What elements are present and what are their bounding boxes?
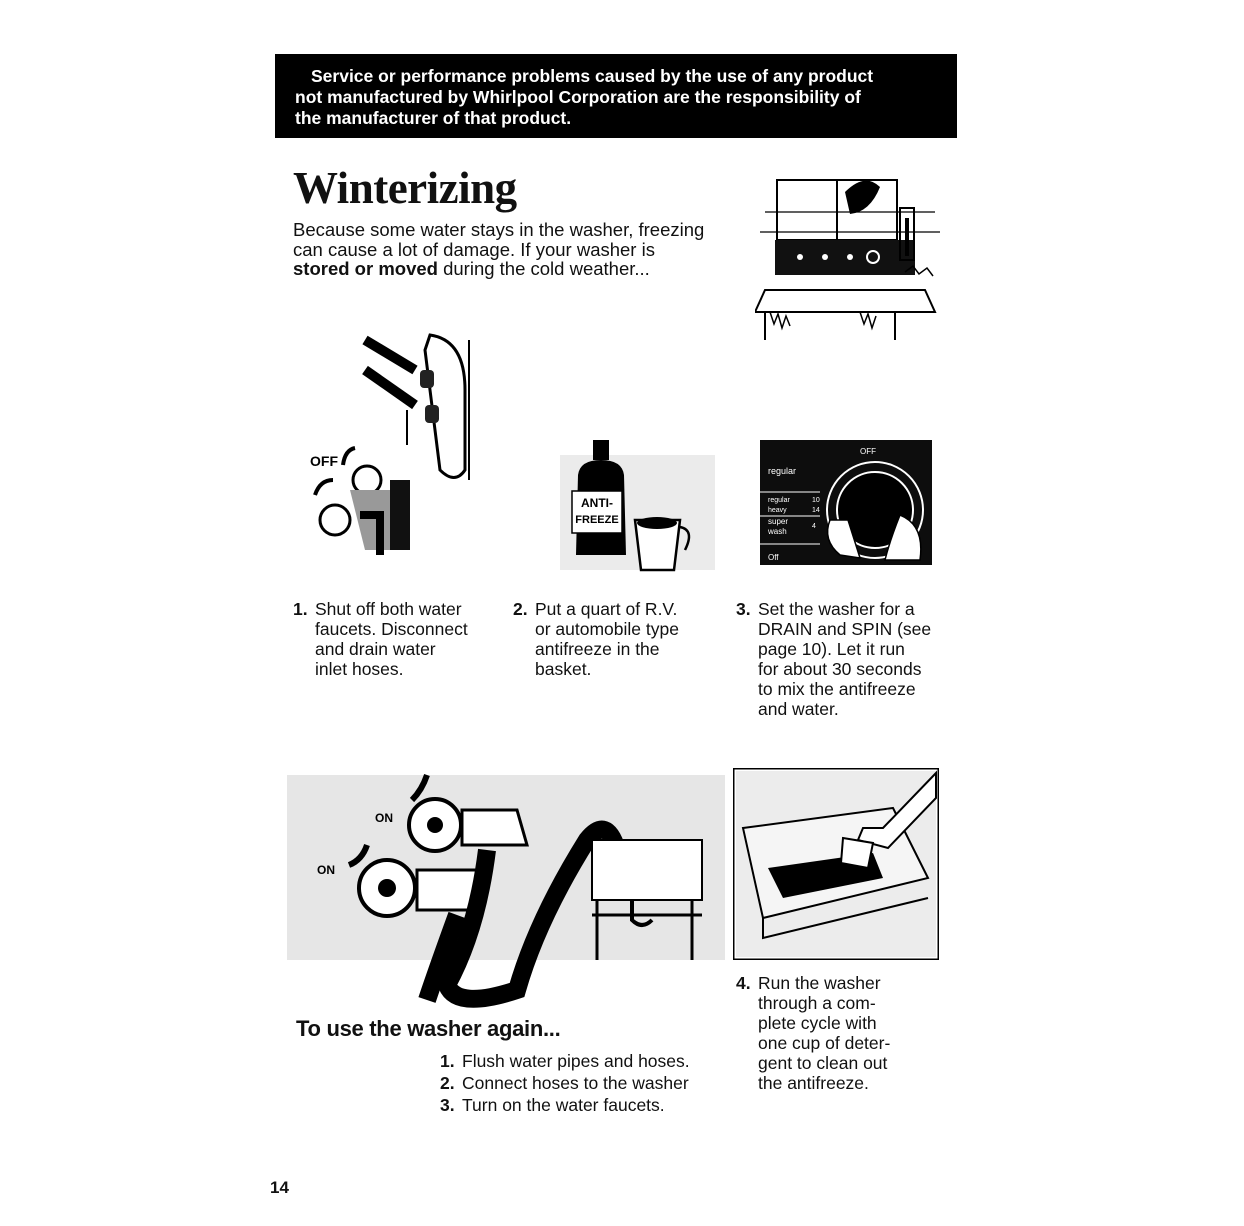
list-item bbox=[440, 1094, 690, 1116]
page-number: 14 bbox=[270, 1178, 289, 1197]
step-4-line: plete cycle with bbox=[758, 1013, 877, 1033]
list-item bbox=[440, 1050, 690, 1072]
step-3-line: Set the washer for a bbox=[758, 599, 915, 619]
intro-line-3 bbox=[293, 259, 763, 279]
step-3 bbox=[736, 599, 931, 719]
step-4-line: Run the washer bbox=[758, 973, 881, 993]
step-2-line: basket. bbox=[535, 659, 592, 679]
step-1-line: faucets. Disconnect bbox=[315, 619, 468, 639]
warning-line-3: the manufacturer of that product. bbox=[295, 108, 572, 128]
step-3-line: to mix the antifreeze bbox=[758, 679, 916, 699]
bottle-label-freeze: FREEZE bbox=[575, 514, 619, 526]
step-4-line: one cup of deter- bbox=[758, 1033, 891, 1053]
step-4-line: through a com- bbox=[758, 993, 876, 1013]
off-label: OFF bbox=[310, 453, 338, 469]
list-item-text: Connect hoses to the washer bbox=[462, 1073, 689, 1093]
list-item-number: 2. bbox=[440, 1073, 455, 1093]
on-label-lower: ON bbox=[317, 863, 335, 877]
step-3-line: for about 30 seconds bbox=[758, 659, 922, 679]
step-2-line: Put a quart of R.V. bbox=[535, 599, 678, 619]
list-item bbox=[440, 1072, 690, 1094]
step-1-line: and drain water bbox=[315, 639, 436, 659]
faucets-on-illustration bbox=[287, 770, 725, 1010]
intro-paragraph bbox=[293, 220, 763, 279]
dial-number-4: 4 bbox=[812, 523, 816, 530]
intro-line-1: Because some water stays in the washer, freezing bbox=[293, 219, 705, 240]
intro-line-3-rest: during the cold weather... bbox=[437, 258, 650, 279]
dial-label-heavy: heavy bbox=[768, 507, 787, 514]
list-item-number: 3. bbox=[440, 1095, 455, 1115]
step-3-line: and water. bbox=[758, 699, 839, 719]
frozen-washer-illustration bbox=[755, 172, 945, 342]
step-2 bbox=[513, 599, 679, 679]
dial-label-off-bottom: Off bbox=[768, 553, 779, 562]
control-dial-illustration bbox=[760, 440, 932, 565]
step-1-number: 1. bbox=[293, 599, 308, 619]
list-item-text: Flush water pipes and hoses. bbox=[462, 1051, 690, 1071]
intro-emphasis: stored or moved bbox=[293, 258, 438, 279]
step-2-line: or automobile type bbox=[535, 619, 679, 639]
step-4-number: 4. bbox=[736, 973, 751, 993]
antifreeze-bottle-illustration bbox=[560, 435, 715, 575]
use-again-list bbox=[440, 1050, 690, 1116]
use-again-heading: To use the washer again... bbox=[296, 1016, 561, 1041]
step-4-line: gent to clean out bbox=[758, 1053, 888, 1073]
warning-line-1: Service or performance problems caused by the use of any product bbox=[311, 66, 874, 86]
bottle-label-anti: ANTI- bbox=[581, 496, 613, 510]
warning-line-2: not manufactured by Whirlpool Corporation are the responsibility of bbox=[295, 87, 861, 107]
intro-line-2: can cause a lot of damage. If your washer is bbox=[293, 238, 655, 260]
dial-number-14: 14 bbox=[812, 507, 820, 514]
dial-label-super: super bbox=[768, 517, 789, 526]
list-item-number: 1. bbox=[440, 1051, 455, 1071]
step-3-line: page 10). Let it run bbox=[758, 639, 905, 659]
step-1-line: Shut off both water bbox=[315, 599, 462, 619]
step-1-line: inlet hoses. bbox=[315, 659, 404, 679]
dial-number-10: 10 bbox=[812, 497, 820, 504]
step-2-number: 2. bbox=[513, 599, 528, 619]
list-item-text: Turn on the water faucets. bbox=[462, 1095, 665, 1115]
dial-label-regular-small: regular bbox=[768, 497, 790, 504]
step-4 bbox=[736, 973, 890, 1093]
on-label-upper: ON bbox=[375, 811, 393, 825]
step-3-number: 3. bbox=[736, 599, 751, 619]
faucets-off-illustration bbox=[305, 330, 485, 555]
step-1 bbox=[293, 599, 468, 679]
dial-label-wash: wash bbox=[768, 527, 787, 536]
dial-label-regular: regular bbox=[768, 466, 797, 476]
step-3-line: DRAIN and SPIN (see bbox=[758, 619, 932, 639]
dial-label-off-top: OFF bbox=[860, 447, 876, 456]
step-4-line: the antifreeze. bbox=[758, 1073, 869, 1093]
pour-detergent-illustration bbox=[733, 768, 939, 960]
step-2-line: antifreeze in the bbox=[535, 639, 660, 659]
page-title: Winterizing bbox=[293, 163, 517, 213]
warning-banner bbox=[275, 54, 957, 138]
